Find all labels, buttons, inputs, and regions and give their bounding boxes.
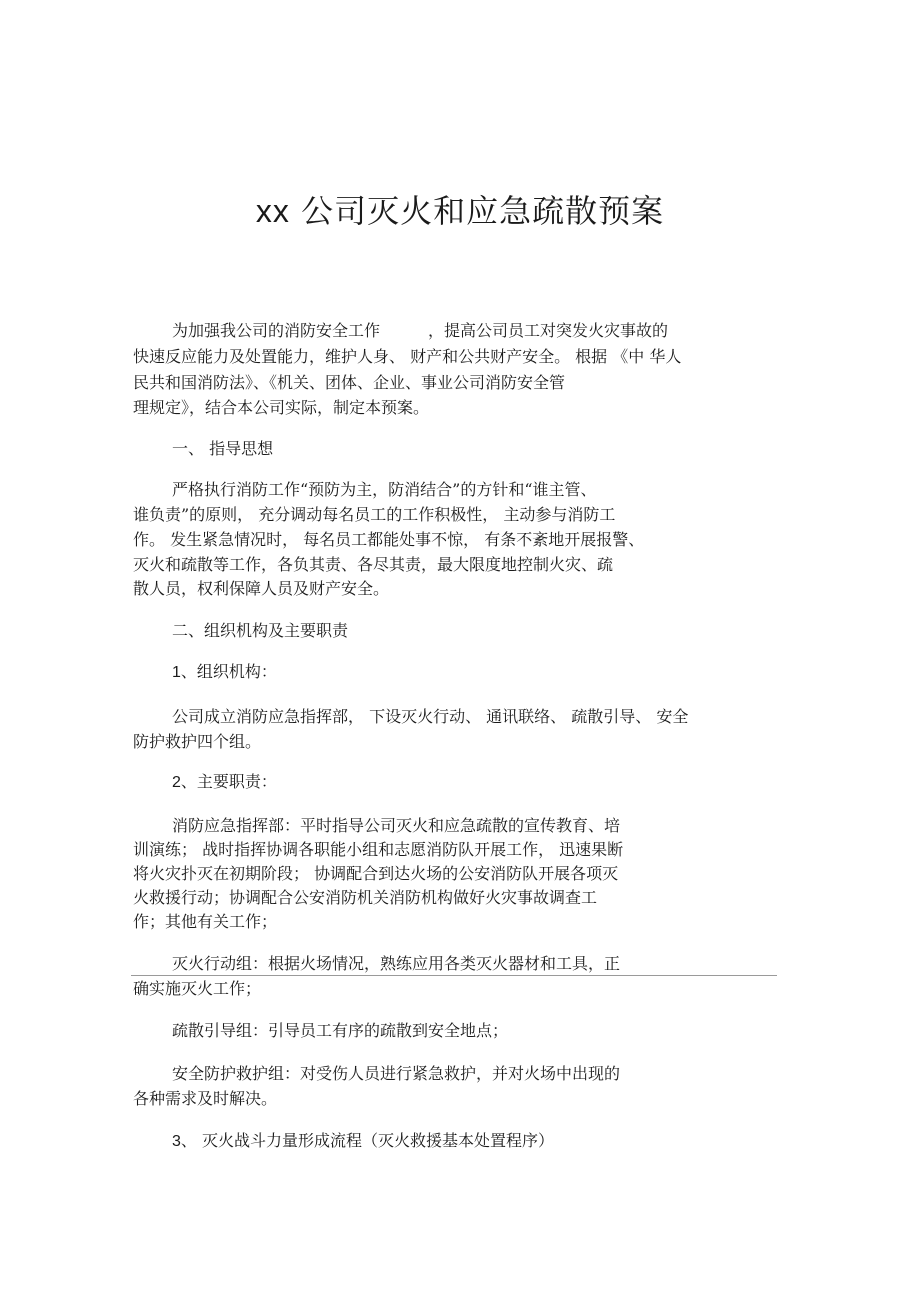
subsection-heading (172, 771, 277, 794)
subsection-title: 、 灭火战斗力量形成流程（灭火救援基本处置程序） (180, 1131, 554, 1150)
subsection-number: 1 (172, 664, 181, 681)
body-line: 公司成立消防应急指挥部， 下设灭火行动、 通讯联络、 疏散引导、 安全 (172, 707, 689, 726)
subsection-title: 、主要职责： (180, 772, 277, 791)
body-line: 安全防护救护组：对受伤人员进行紧急救护，并对火场中出现的 (172, 1064, 621, 1083)
body-line: 作。 发生紧急情况时， 每名员工都能处事不惊， 有条不紊地开展报警、 (133, 530, 645, 549)
subsection-heading (172, 1130, 554, 1153)
intro-line: 为加强我公司的消防安全工作 ，提高公司员工对突发火灾事故的 (172, 321, 669, 340)
intro-line: 快速反应能力及处置能力，维护人身、 财产和公共财产安全。 根据 《中 华人 (133, 347, 682, 366)
body-line: 火救援行动；协调配合公安消防机关消防机构做好火灾事故调查工 (133, 888, 598, 907)
body-line: 将火灾扑灭在初期阶段； 协调配合到达火场的公安消防队开展各项灭 (133, 864, 619, 883)
subsection-number: 3 (172, 1133, 181, 1150)
divider-line (131, 975, 777, 976)
intro-line: 理规定》，结合本公司实际，制定本预案。 (133, 398, 430, 417)
body-line: 散人员，权利保障人员及财产安全。 (133, 579, 390, 598)
intro-line: 民共和国消防法》、《机关、团体、企业、事业公司消防安全管 (133, 373, 566, 392)
subsection-heading (172, 661, 277, 684)
section-heading: 二、组织机构及主要职责 (172, 621, 349, 640)
section-heading: 一、 指导思想 (172, 439, 274, 458)
body-line: 灭火行动组：根据火场情况，熟练应用各类灭火器材和工具，正 (172, 954, 621, 973)
subsection-number: 2 (172, 774, 181, 791)
title-main: 公司灭火和应急疏散预案 (301, 192, 665, 230)
subsection-title: 、组织机构： (180, 662, 277, 681)
body-line: 训演练； 战时指挥协调各职能小组和志愿消防队开展工作， 迅速果断 (133, 840, 624, 859)
body-line: 防护救护四个组。 (133, 732, 262, 751)
page-title (0, 186, 920, 232)
title-prefix: xx (255, 193, 290, 229)
body-line: 消防应急指挥部：平时指导公司灭火和应急疏散的宣传教育、培 (172, 816, 621, 835)
body-line: 确实施灭火工作； (133, 979, 262, 998)
body-line: 疏散引导组：引导员工有序的疏散到安全地点； (172, 1021, 509, 1040)
body-line: 严格执行消防工作“预防为主，防消结合”的方针和“谁主管、 (172, 480, 597, 499)
body-line: 各种需求及时解决。 (133, 1089, 278, 1108)
body-line: 谁负责”的原则， 充分调动每名员工的工作积极性， 主动参与消防工 (133, 505, 616, 524)
body-line: 灭火和疏散等工作，各负其责、各尽其责，最大限度地控制火灾、疏 (133, 555, 614, 574)
body-line: 作；其他有关工作； (133, 912, 278, 931)
